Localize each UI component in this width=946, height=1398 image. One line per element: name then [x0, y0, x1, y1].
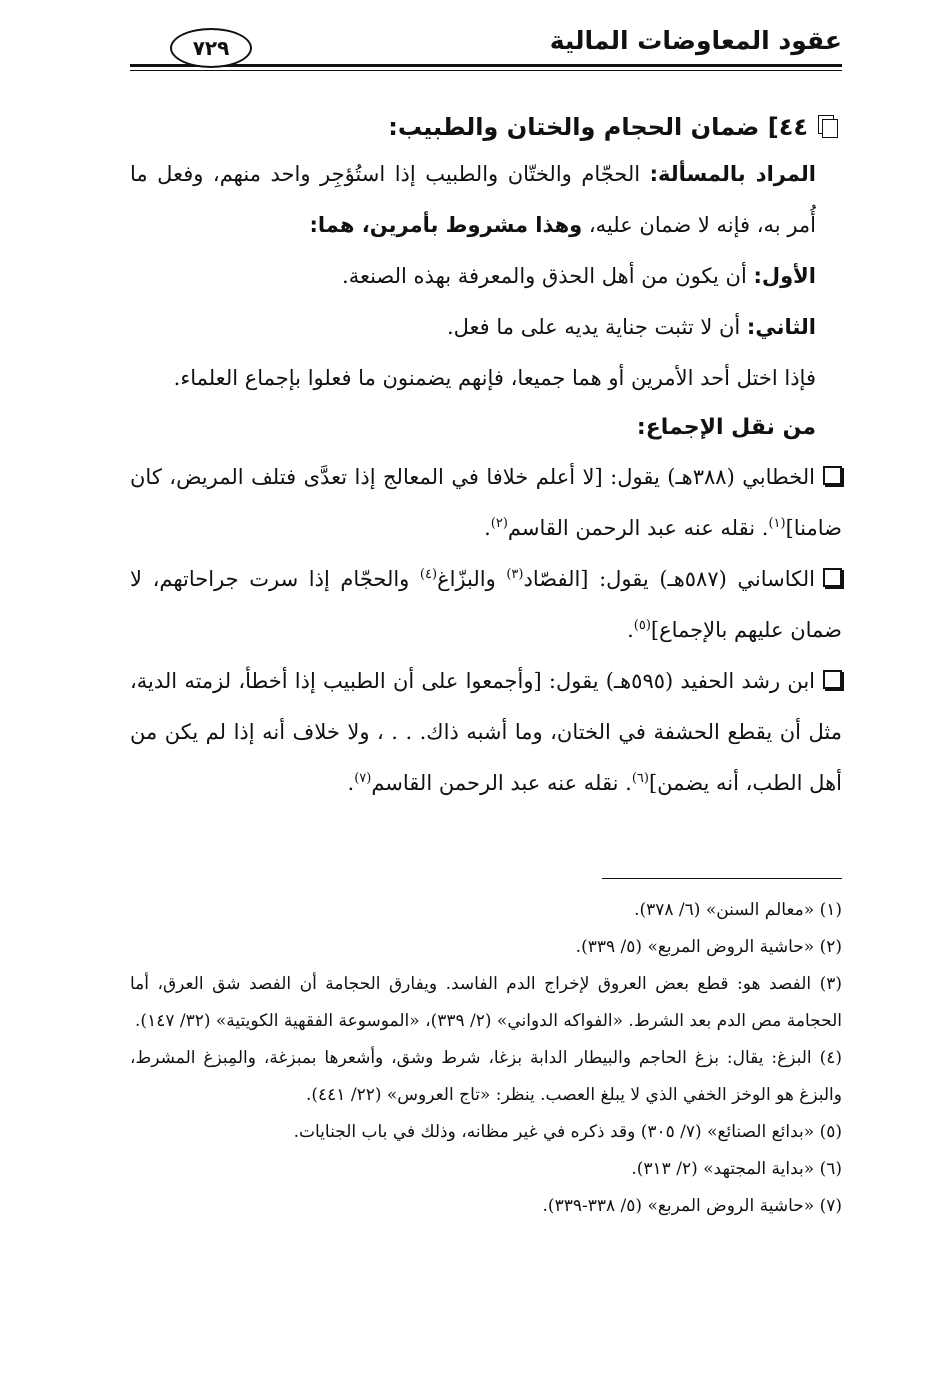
footnote: [130, 1151, 842, 1188]
second-text: أن لا تثبت جناية يديه على ما فعل.: [446, 315, 747, 339]
checkbox-bullet-icon: [823, 568, 842, 587]
item-text: والبزّاغ: [437, 567, 507, 591]
footnote: [130, 1114, 842, 1151]
footnote-number: (١): [819, 900, 842, 920]
item-text: . نقله عنه عبد الرحمن القاسم: [507, 516, 769, 540]
page-number: ٧٢٩: [170, 28, 252, 68]
footnotes: [130, 892, 842, 1225]
item-text: ابن رشد الحفيد (٥٩٥هـ) يقول: [وأجمعوا على أن الطبيب إذا أخطأ، لزمته الدية، مثل أن يقطع الحشفة في الختان، وما أشبه ذاك. . . ، ولا خلاف أنه إذا لم يكن من أهل الطب، أنه يضمن]: [130, 669, 842, 795]
footnote-ref[interactable]: (٦): [631, 771, 649, 786]
footnote-number: (٥): [819, 1122, 842, 1142]
header-rule-thin: [130, 70, 842, 71]
footnote: [130, 929, 842, 966]
footnote: [130, 892, 842, 929]
footnote-number: (٦): [819, 1159, 842, 1179]
footnote-number: (٢): [819, 937, 842, 957]
item-text: الكاساني (٥٨٧هـ) يقول: [الفصّاد: [523, 567, 815, 591]
footnote: [130, 1188, 842, 1225]
footnote-ref[interactable]: (٤): [419, 567, 438, 582]
intro-text: الحجّام والختّان والطبيب إذا استُؤجِر واحد منهم، وفعل ما أُمر به، فإنه لا ضمان عليه،: [130, 162, 816, 237]
intro-bold: وهذا مشروط بأمرين، هما:: [309, 213, 583, 237]
intro-label: المراد بالمسألة:: [649, 162, 816, 186]
consensus-item: [130, 656, 842, 809]
item-text: .: [484, 516, 491, 540]
footnote-ref[interactable]: (٥): [633, 618, 651, 633]
running-title: عقود المعاوضات المالية: [549, 26, 842, 55]
document-icon: [818, 115, 842, 139]
footnote-ref[interactable]: (٧): [354, 771, 372, 786]
footnote-number: (٣): [819, 974, 843, 994]
footnote-number: (٧): [819, 1196, 842, 1216]
consensus-heading: من نقل الإجماع:: [636, 415, 816, 440]
footnote-text: البزغ: يقال: بزغ الحاجم والبيطار الدابة بزغا، شرط وشق، وأشعرها بمبزغة، والمِبزغ المشرط، والبزغ هو الوخز الخفي الذي لا يبلغ العصب. ينظر: «تاج العروس» (٢٢/ ٤٤١).: [130, 1048, 842, 1105]
first-text: أن يكون من أهل الحذق والمعرفة بهذه الصنعة.: [342, 264, 754, 288]
consensus-item: [130, 452, 842, 554]
section-title: ٤٤] ضمان الحجام والختان والطبيب:: [388, 113, 808, 141]
running-header: [130, 18, 842, 78]
footnote: [130, 1040, 842, 1114]
consensus-item: [130, 554, 842, 656]
checkbox-bullet-icon: [823, 466, 842, 485]
main-text: [130, 105, 842, 809]
item-text: .: [347, 771, 355, 795]
consequence-paragraph: فإذا اختل أحد الأمرين أو هما جميعا، فإنهم يضمنون ما فعلوا بإجماع العلماء.: [173, 366, 816, 390]
item-text: . نقله عنه عبد الرحمن القاسم: [371, 771, 632, 795]
header-rule: [130, 64, 842, 67]
second-label: الثاني:: [746, 315, 816, 339]
footnote-text: «بداية المجتهد» (٢/ ٣١٣).: [631, 1159, 815, 1179]
section-heading: [130, 105, 842, 149]
footnote-text: «بدائع الصنائع» (٧/ ٣٠٥) وقد ذكره في غير مظانه، وذلك في باب الجنايات.: [293, 1122, 815, 1142]
footnote-separator: [602, 878, 842, 879]
footnote-ref[interactable]: (١): [768, 516, 786, 531]
first-condition: [130, 251, 842, 302]
intro-paragraph: [130, 149, 842, 251]
item-text: الخطابي (٣٨٨هـ) يقول: [لا أعلم خلافا في المعالج إذا تعدَّى فتلف المريض، كان ضامنا]: [130, 465, 842, 540]
footnote-ref[interactable]: (٣): [506, 567, 524, 582]
footnote: [130, 966, 842, 1040]
footnote-text: «معالم السنن» (٦/ ٣٧٨).: [634, 900, 815, 920]
footnote-text: «حاشية الروض المربع» (٥/ ٣٣٨-٣٣٩).: [542, 1196, 815, 1216]
footnote-text: «حاشية الروض المربع» (٥/ ٣٣٩).: [575, 937, 815, 957]
footnote-text: الفصد هو: قطع بعض العروق لإخراج الدم الفاسد. ويفارق الحجامة أن الفصد شق العرق، أما الحجامة مص الدم بعد الشرط. «الفواكه الدواني» (٢/ ٣٣٩)، «الموسوعة الفقهية الكويتية» (٣٢/ ١٤٧).: [130, 974, 842, 1031]
first-label: الأول:: [753, 264, 816, 288]
checkbox-bullet-icon: [823, 670, 842, 689]
footnote-ref[interactable]: (٢): [490, 516, 508, 531]
second-condition: [130, 302, 842, 353]
item-text: .: [627, 618, 634, 642]
footnote-number: (٤): [819, 1048, 842, 1068]
item-text: والحجّام إذا سرت جراحاتهم، لا ضمان عليهم بالإجماع]: [130, 567, 842, 642]
